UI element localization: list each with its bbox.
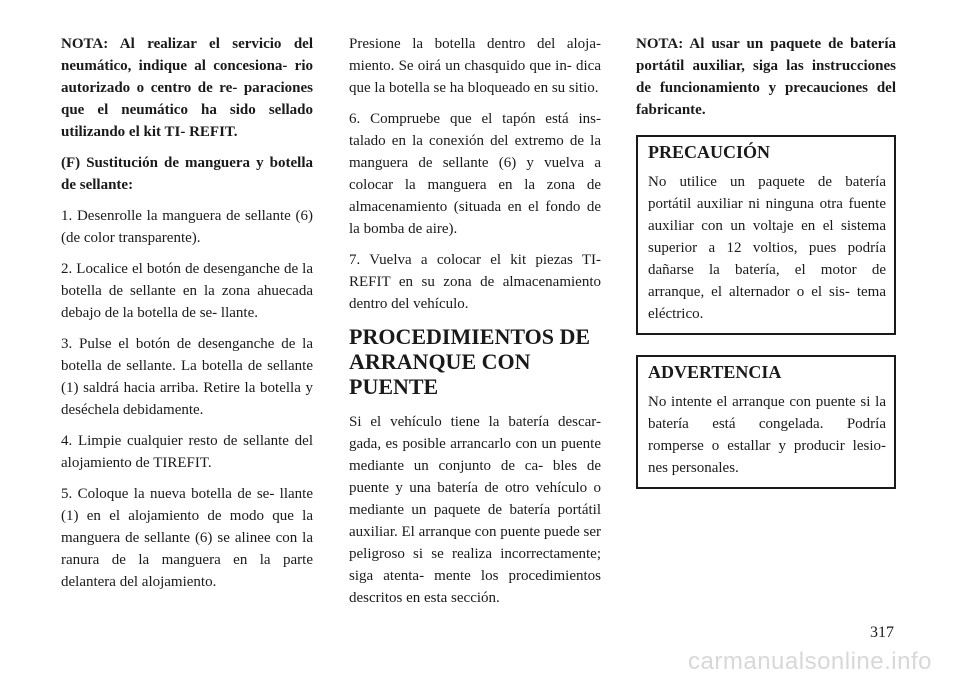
caution-box bbox=[636, 135, 896, 335]
battery-pack-note: NOTA: Al usar un paquete de batería portátil auxiliar, siga las instrucciones de funcionamiento y precauciones del fabricante. bbox=[636, 36, 896, 118]
step-5: 5. Coloque la nueva botella de se- llante (1) en el alojamiento de modo que la manguera de sellante (6) se alinee con la ranura de la manguera en la parte delantera del alojamiento. bbox=[61, 486, 313, 590]
caution-title: PRECAUCIÓN bbox=[648, 142, 771, 162]
column-middle bbox=[349, 33, 601, 618]
column-left bbox=[61, 33, 313, 602]
tirefit-note: NOTA: Al realizar el servicio del neumático, indique al concesiona- rio autorizado o centro de re- paraciones que el neumático ha sido sellado utilizando el kit TI- REFIT. bbox=[61, 36, 313, 140]
warning-text: No intente el arranque con puente si la batería está congelada. Podría romperse o estallar y producir lesio- nes personales. bbox=[648, 394, 886, 476]
warning-box bbox=[636, 355, 896, 489]
step-6: 6. Compruebe que el tapón está ins- talado en la conexión del extremo de la manguera de sellante (6) y vuelva a colocar la manguera en la zona de almacenamiento (situada en el fondo de la bomba de aire). bbox=[349, 111, 601, 237]
warning-title: ADVERTENCIA bbox=[648, 362, 782, 382]
jump-start-intro: Si el vehículo tiene la batería descar- gada, es posible arrancarlo con un puente mediante un conjunto de ca- bles de puente y una batería de otro vehículo o mediante un paquete de batería portátil auxiliar. El arranque con puente puede ser peligroso si se realiza incorrectamente; siga atenta- mente los procedimientos descritos en esta sección. bbox=[349, 414, 601, 606]
step-4: 4. Limpie cualquier resto de sellante del alojamiento de TIREFIT. bbox=[61, 433, 313, 471]
footer-watermark bbox=[0, 650, 960, 678]
caution-text: No utilice un paquete de batería portátil auxiliar ni ninguna otra fuente auxiliar con un voltaje en el sistema superior a 12 voltios, pues podría dañarse la batería, el motor de arranque, el alternador o el sis- tema eléctrico. bbox=[648, 174, 886, 322]
step-1: 1. Desenrolle la manguera de sellante (6) (de color transparente). bbox=[61, 208, 313, 246]
section-heading-jump-start: PROCEDIMIENTOS DE ARRANQUE CON PUENTE bbox=[349, 324, 591, 399]
watermark-text: carmanualsonline.info bbox=[688, 648, 932, 675]
step-7: 7. Vuelva a colocar el kit piezas TI- REFIT en su zona de almacenamiento dentro del vehículo. bbox=[349, 252, 601, 312]
step-3: 3. Pulse el botón de desenganche de la botella de sellante. La botella de sellante (1) saldrá hacia arriba. Retire la botella y deséchela debidamente. bbox=[61, 336, 313, 418]
subheading-sealant-replacement: (F) Sustitución de manguera y botella de sellante: bbox=[61, 155, 313, 193]
page-number: 317 bbox=[870, 624, 894, 641]
press-bottle-paragraph: Presione la botella dentro del aloja- miento. Se oirá un chasquido que in- dica que la botella se ha bloqueado en su sitio. bbox=[349, 36, 601, 96]
column-right bbox=[636, 33, 896, 509]
step-2: 2. Localice el botón de desenganche de la botella de sellante en la zona ahuecada debajo de la botella de se- llante. bbox=[61, 261, 313, 321]
